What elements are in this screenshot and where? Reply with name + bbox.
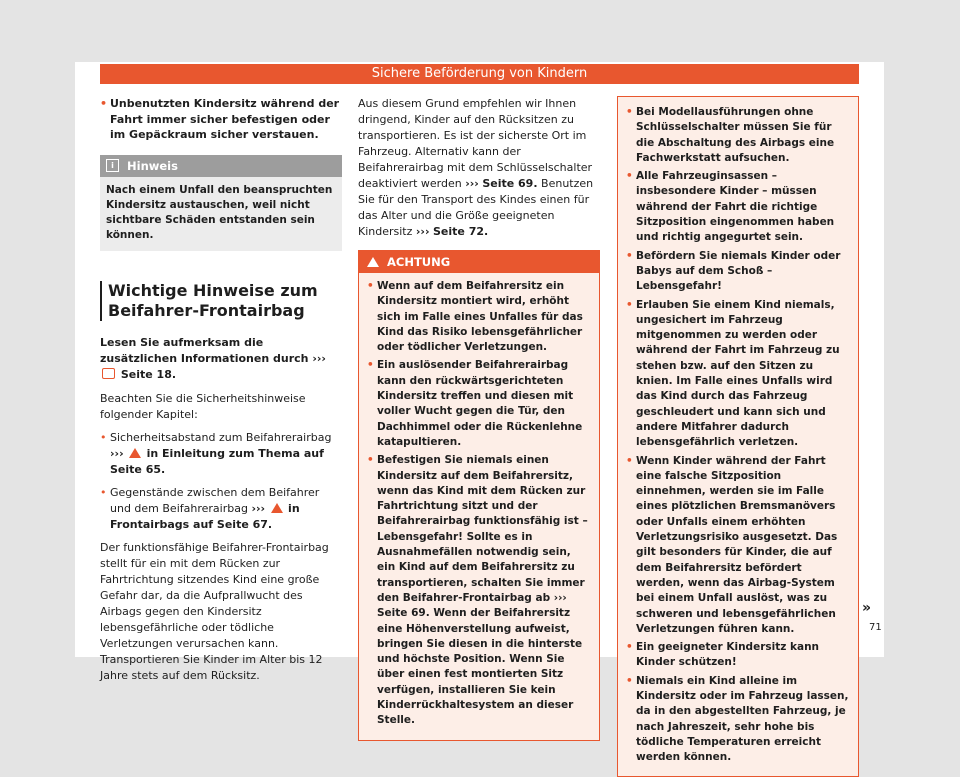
warning-item: • Bei Modellausführungen ohne Schlüsselschalter müssen Sie für die Abschaltung des Airbags eine Fachwerkstatt aufsuchen.: [626, 105, 850, 166]
warning-body: [359, 273, 599, 740]
warning-item: • Ein geeigneter Kindersitz kann Kinder schützen!: [626, 640, 850, 671]
warning-item: • Befördern Sie niemals Kinder oder Babys auf dem Schoß – Lebensgefahr!: [626, 249, 850, 295]
chapter-item-1: [100, 430, 342, 478]
warning-icon: [367, 257, 379, 267]
ref-arrows: ›››: [465, 177, 479, 190]
chapter-ref-link[interactable]: in Einleitung zum Thema auf Seite 65.: [110, 446, 324, 476]
chapter-item-text: Sicherheitsabstand zum Beifahrerairbag: [110, 430, 332, 444]
chapter-item-2: [100, 485, 342, 533]
chapter-item-text: Gegenstände zwischen dem Beifahrer und dem Beifahrerairbag: [110, 485, 320, 515]
section-title: Wichtige Hinweise zum Beifahrer-Frontairbag: [100, 281, 342, 321]
warning-body: [618, 97, 858, 776]
warning-icon: [129, 448, 141, 458]
warning-box-continued: [617, 96, 859, 777]
page-number: 71: [869, 622, 882, 633]
book-icon: [102, 368, 115, 379]
ref-link-seite-72[interactable]: Seite 72.: [433, 225, 489, 238]
warning-item: • Wenn auf dem Beifahrersitz ein Kindersitz montiert wird, erhöht sich im Falle eines Unfalles für das Kind das Risiko lebensgefährlicher oder tödlicher Verletzungen.: [367, 279, 591, 355]
intro-ref-link[interactable]: Seite 18.: [120, 367, 177, 381]
hint-label: Hinweis: [127, 158, 178, 173]
body-paragraph: Der funktionsfähige Beifahrer-Frontairbag stellt für ein mit dem Rücken zur Fahrtrichtung sitzendes Kind eine große Gefahr dar, da die Aufprallwucht des Airbags gegen den Kindersitz lebensgefährliche oder tödliche Verletzungen verursachen kann. Transportieren Sie Kinder im Alter bis 12 Jahre stets auf dem Rücksitz.: [100, 540, 329, 682]
hint-header: [100, 155, 342, 177]
column-left: [100, 96, 342, 691]
warning-item: • Alle Fahrzeuginsassen – insbesondere Kinder – müssen während der Fahrt die richtige Sitzposition eingenommen haben und richtig angegurtet sein.: [626, 169, 850, 245]
warning-header: [359, 251, 599, 273]
info-icon: i: [106, 159, 119, 172]
column-middle: [358, 96, 600, 741]
warning-item: • Erlauben Sie einem Kind niemals, ungesichert im Fahrzeug mitgenommen zu werden oder während der Fahrt im Fahrzeug zu stehen bzw. auf den Sitzen zu knien. Im Falle eines Unfalls wird das Kind durch das Fahrzeug geschleudert und kann sich und andere Mitfahrer dadurch lebensgefährlich verletzen.: [626, 298, 850, 451]
ref-arrows: ›››: [415, 225, 430, 238]
recommend-paragraph: [358, 96, 600, 240]
ref-link-seite-69[interactable]: Seite 69.: [482, 177, 538, 190]
intro-paragraph: [100, 335, 342, 383]
intro-strong: Lesen Sie aufmerksam die zusätzlichen Informationen durch: [100, 335, 309, 365]
warning-label: ACHTUNG: [387, 255, 451, 269]
chapter-ref-link[interactable]: in Frontairbags auf Seite 67.: [110, 501, 300, 531]
hint-text: Nach einem Unfall den beanspruchten Kindersitz austauschen, weil nicht sichtbare Schäden entstanden sein können.: [106, 183, 333, 241]
continue-mark: »: [862, 600, 872, 616]
warning-box: [358, 250, 600, 741]
ref-arrows: ›››: [251, 501, 266, 515]
warning-item: • Wenn Kinder während der Fahrt eine falsche Sitzposition einnehmen, werden sie im Falle eines plötzlichen Bremsmanövers oder Unfalls einem erhöhten Verletzungsrisiko ausgesetzt. Das gilt besonders für Kinder, die auf dem Beifahrersitz befördert werden, wenn das Airbag-System bei einem Unfall auslöst, was zu schweren und lebensgefährlichen Verletzungen führen kann.: [626, 454, 850, 638]
ref-arrows: ›››: [110, 446, 124, 460]
warning-item: • Ein auslösender Beifahrerairbag kann den rückwärtsgerichteten Kindersitz treffen und diesen mit voller Wucht gegen die Tür, den Dachhimmel oder die Rückenlehne katapultieren.: [367, 358, 591, 450]
warning-item: • Befestigen Sie niemals einen Kindersitz auf dem Beifahrersitz, wenn das Kind mit dem Rücken zur Fahrtrichtung sitzt und der Beifahrerairbag funktionsfähig ist – Lebensgefahr! Sollte es in Ausnahmefällen notwendig sein, ein Kind auf dem Beifahrersitz zu transportieren, schalten Sie immer den Beifahrer-Frontairbag ab ››› Seite 69. Wenn der Beifahrersitz eine Höhenverstellung aufweist, bringen Sie diesen in die hinterste und höchste Position. Wenn Sie über einen fest montierten Sitz verfügen, installieren Sie kein Kinderrückhaltesystem an dieser Stelle.: [367, 453, 591, 728]
warning-icon: [271, 503, 283, 513]
warning-item: • Niemals ein Kind alleine im Kindersitz oder im Fahrzeug lassen, da in den abgestellten Fahrzeug, je nach Jahreszeit, sehr hohe bis tödliche Temperaturen erreicht werden können.: [626, 674, 850, 766]
column-right: [617, 96, 859, 777]
ref-arrows: ›››: [312, 351, 326, 365]
chapters-paragraph: Beachten Sie die Sicherheitshinweise folgender Kapitel:: [100, 391, 306, 421]
page-header: Sichere Beförderung von Kindern: [100, 64, 859, 84]
hint-box: [100, 155, 342, 251]
recommend-text-b: Benutzen Sie für den Transport des Kindes einen für das Alter und die Größe geeigneten Kindersitz: [358, 177, 594, 238]
bullet-unused-seat: • Unbenutzten Kindersitz während der Fahrt immer sicher befestigen oder im Gepäckraum sicher verstauen.: [100, 96, 342, 143]
recommend-text-a: Aus diesem Grund empfehlen wir Ihnen dringend, Kinder auf den Rücksitzen zu transportieren. Es ist der sicherste Ort im Fahrzeug. Alternativ kann der Beifahrerairbag mit dem Schlüsselschalter deaktiviert werden: [358, 97, 593, 190]
